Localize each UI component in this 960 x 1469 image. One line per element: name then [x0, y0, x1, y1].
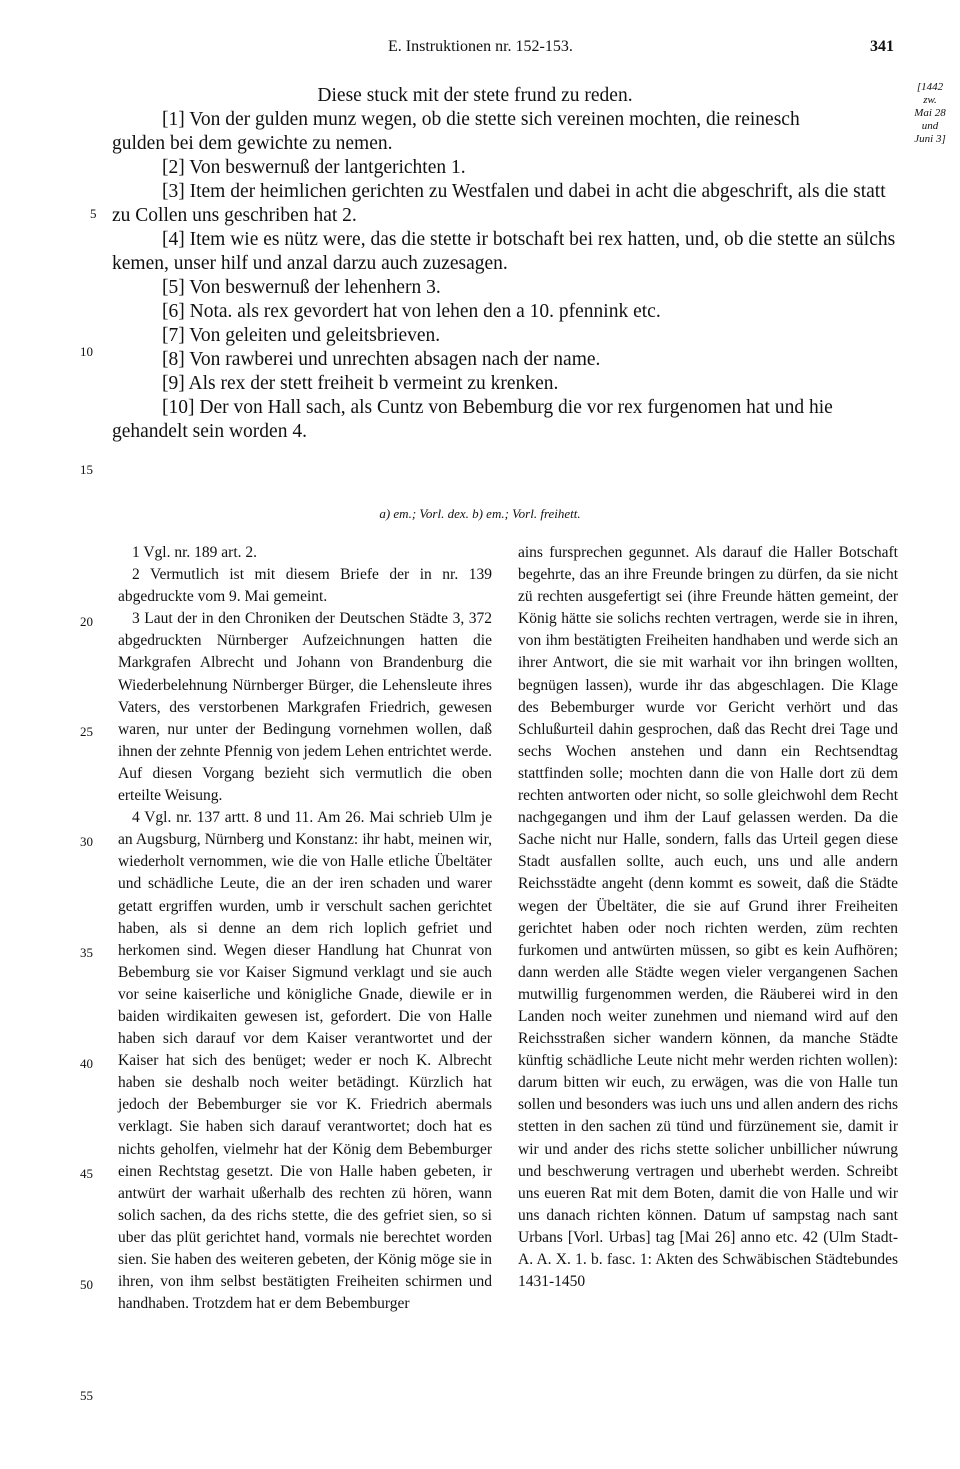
item-8: [8] Von rawberei und unrechten absagen nach der name. [162, 349, 601, 370]
margin-line: Mai 28 [914, 107, 946, 119]
item-9: [9] Als rex der stett freiheit b vermeint zu krenken. [162, 373, 559, 394]
margin-line: zw. [923, 94, 937, 106]
textual-notes: a) em.; Vorl. dex. b) em.; Vorl. freihett. [379, 506, 581, 521]
page-number: 341 [870, 38, 894, 55]
item-1: [1] Von der gulden munz wegen, ob die stette sich vereinen mochten, die reinesch gulden bei dem gewichte zu nemen. [112, 109, 800, 154]
line-number: 40 [80, 1056, 93, 1071]
footnotes-right-column [518, 542, 898, 1293]
item-4: [4] Item wie es nütz were, das die stette ir botschaft bei rex hatten, und, ob die stette an sülchs kemen, unser hilf und anzal darzu auch zuzesagen. [112, 229, 896, 274]
footnote-4: 4 Vgl. nr. 137 artt. 8 und 11. Am 26. Mai schrieb Ulm je an Augsburg, Nürnberg und Konstanz: ihr habt, meinen wir, wiederholt vernommen, wie die von Halle etliche Übeltäter und schädliche Leute, die an der iren schaden und warer getatt ergriffen wurden, umb ir verschult sachen gerichtet haben, als si denne an dem rich loplich gefriet und herkomen sind. Wegen dieser Handlung hat Chunrat von Bebemburg sie vor Kaiser Sigmund verklagt und sie auch vor seine kaiserliche und königliche Gnade, diewile er in baiden wirdikaiten gewesen ist, gefordert. Die von Halle haben sich darauf vor dem Kaiser verantwortet und der Kaiser hat sich des benüget; weder er noch K. Albrecht haben sie deshalb noch weiter betädingt. Kürzlich hat jedoch der Bebemburger sie vor K. Friedrich abermals verklagt. Sie haben sich darauf verantwortet; doch hat es nichts geholfen, vielmehr hat der König dem Bebemburger einen Rechtstag gesetzt. Die von Halle haben gebeten, ir antwürt der warhait ußerhalb des rechten zü hören, wann solich sachen, da des richs stette, die des gefriet sien, so si uber das plüt gerichtet hand, vormals nie berechtet worden sien. Sie haben des weiteren gebeten, der König möge sie in ihren, von ihm selbst bestätigten Freiheiten schirmen und handhaben. Trotzdem hat er dem Bebemburger [118, 809, 492, 1313]
item-7: [7] Von geleiten und geleitsbrieven. [162, 325, 441, 346]
footnotes-left-column [118, 542, 492, 1315]
line-number: 55 [80, 1388, 93, 1403]
line-number: 50 [80, 1277, 93, 1292]
item-3: [3] Item der heimlichen gerichten zu Westfalen und dabei in acht die abgeschrift, als die statt zu Collen uns geschriben hat 2. [112, 181, 886, 226]
line-number: 20 [80, 614, 93, 629]
footnote-4-continued: ains fursprechen gegunnet. Als darauf die Haller Botschaft begehrte, das an ihre Freunde bringen zu dürfen, da sie nicht zü rechten ausgefertigt sei (ihre Freunde hätten gemeint, der König hätte sie solichs rechten vertragen, werde sie in ihren, von ihm bestätigten Freiheiten handhaben und werde sich an ihrer Antwort, die sie mit warhait vor ihn bringen wollten, begnügen lassen), wurde ihr das abgeschlagen. Die Klage des Bebemburger wurde vor Gericht verhört und das Schlußurteil dahin gesprochen, daß das Recht drei Tage und sechs Wochen anstehen und dann ein Rechtsendtag stattfinden solle; mochten dann die von Halle dort zü dem rechten antworten oder nicht, so solle gleichwohl dem Recht nachgegangen und ihm der Lauf gelassen werden. Da die Sache nicht nur Halle, sondern, falls das Urteil gegen diese Stadt ausfallen sollte, auch euch, uns und alle andern Reichsstädte angeht (denn kommt es soweit, daß die Städte wegen der Übeltäter, die sie auf Grund ihrer Freiheiten gerichtet haben oder noch richten werden, züm rechten furkomen und antwürten müssen, so gibt es kein Aufhören; dann werden alle Städte wegen vieler vergangenen Sachen mutwillig furgenommen werden, die Räuberei wird in den Landen noch weiter zunehmen und niemand wird auf den Reichsstraßen sicher wandern können, da manche Städte künftig schädliche Leute nicht mehr werden richten wollen): darum bitten wir euch, zu erwägen, was die von Halle tun sollen und besonders was iuch uns und allen andern des richs stetten in den sachen zü tünd und fürzünement sie, damit ir wir und ander des richs stette solicher unbillicher núwrung und beschwerung vertragen und uberhebt werden. Schreibt uns eueren Rat mit dem Boten, damit die von Halle und wir uns danach richten können. Datum uf sampstag nach sant Urbans [Vorl. Urbas] tag [Mai 26] anno etc. 42 (Ulm Stadt-A. A. X. 1. b. fasc. 1: Akten des Schwäbischen Städtebundes 1431-1450 [518, 544, 898, 1291]
line-number: 30 [80, 834, 93, 849]
item-10: [10] Der von Hall sach, als Cuntz von Bebemburg die vor rex furgenomen hat und hie gehandelt sein worden 4. [112, 397, 833, 442]
footnote-3: 3 Laut der in den Chroniken der Deutschen Städte 3, 372 abgedruckten Nürnberger Aufzeichnungen hatten die Markgrafen Albrecht und Johann von Brandenburg die Wiederbelehnung Nürnberger Bürger, die Lehensleute ihres Vaters, des verstorbenen Markgrafen Friedrich, gewesen waren, nur unter der Bedingung vornehmen wollen, daß ihnen der zehnte Pfennig von jedem Lehen entrichtet werde. Auf diesen Vorgang bezieht sich vermutlich die oben erteilte Weisung. [118, 610, 493, 805]
footnote-1: 1 Vgl. nr. 189 art. 2. [132, 544, 257, 561]
line-number: 5 [90, 206, 97, 221]
item-5: [5] Von beswernuß der lehenhern 3. [162, 277, 441, 298]
margin-date-note [904, 81, 956, 146]
line-number: 25 [80, 724, 93, 739]
footnote-2: 2 Vermutlich ist mit diesem Briefe der in nr. 139 abgedruckte vom 9. Mai gemeint. [118, 566, 492, 606]
margin-line: und [921, 120, 939, 132]
item-6: [6] Nota. als rex gevordert hat von lehen den a 10. pfennink etc. [162, 301, 661, 322]
margin-line: [1442 [916, 81, 944, 93]
main-text [112, 84, 898, 444]
running-title: E. Instruktionen nr. 152-153. [388, 38, 573, 55]
line-number: 35 [80, 945, 93, 960]
section-heading: Diese stuck mit der stete frund zu reden. [317, 85, 633, 106]
line-number: 10 [80, 344, 93, 359]
item-2: [2] Von beswernuß der lantgerichten 1. [162, 157, 466, 178]
line-number: 45 [80, 1166, 93, 1181]
line-number: 15 [80, 462, 93, 477]
margin-line: Juni 3] [914, 133, 946, 145]
